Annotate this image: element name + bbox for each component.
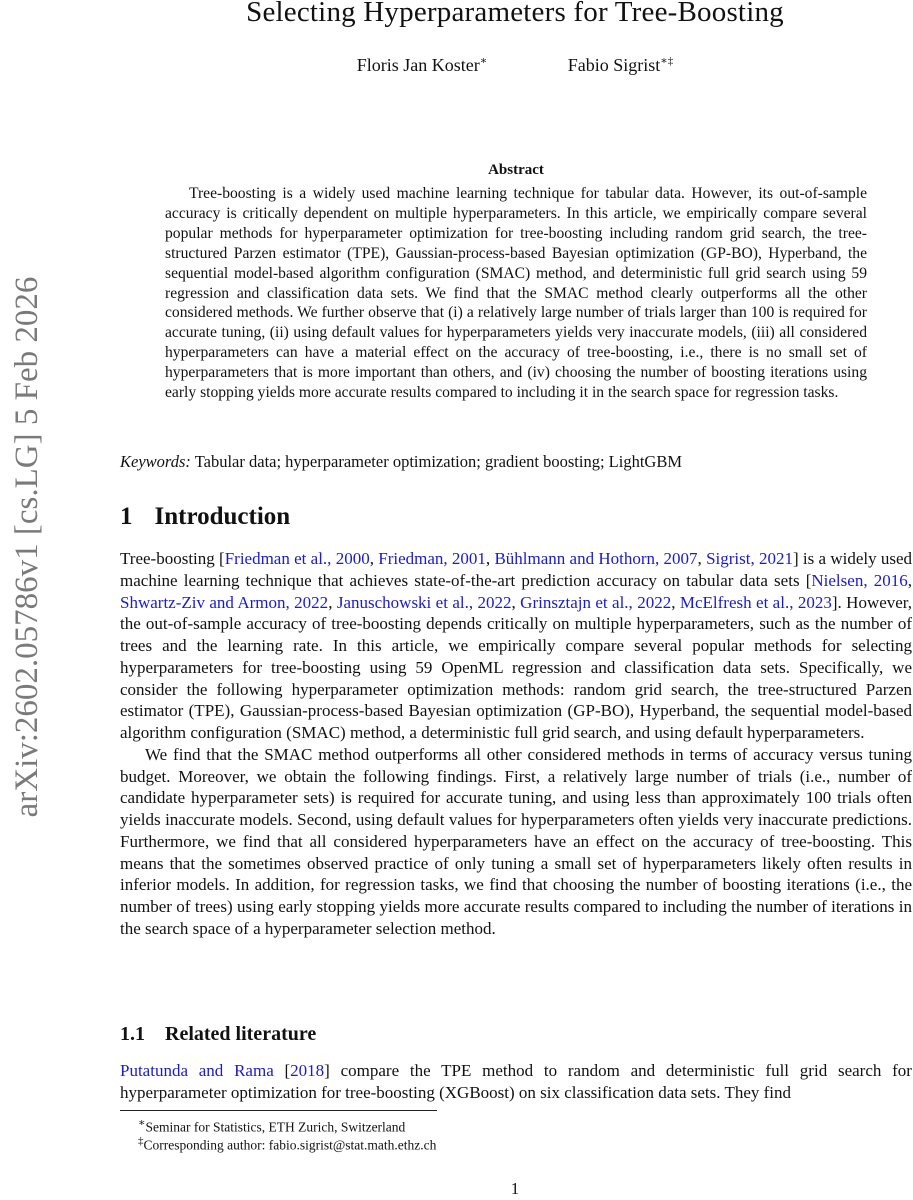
affiliation-mark: ∗‡ [660,55,674,67]
subsection-number: 1.1 [120,1023,145,1045]
citation-link[interactable]: Bühlmann and Hothorn, 2007 [494,549,698,568]
footnote-mark: ∗ [138,1117,146,1129]
text: Tree-boosting [ [120,549,225,568]
citation-link[interactable]: Januschowski et al., 2022 [336,592,512,612]
text: , [697,549,707,568]
text: ] is a widely used machine learning technique that achieves state-of-the-art prediction accuracy on tabular data sets [ [120,549,913,590]
citation-link[interactable]: Nielsen, 2016 [811,570,908,590]
section-heading-introduction [120,503,290,531]
footnote-rule [120,1110,437,1111]
citation-link[interactable]: 2018 [290,1061,325,1080]
author-name: Floris Jan Koster [356,55,480,75]
arxiv-sidebar-stamp: arXiv:2602.05786v1 [cs.LG] 5 Feb 2026 [9,276,45,818]
text: [ [273,1061,291,1080]
author [568,55,674,75]
keywords-text: Tabular data; hyperparameter optimization; gradient boosting; LightGBM [190,452,683,471]
introduction-body [120,548,912,940]
keywords-label: Keywords: [120,452,191,471]
subsection-heading-related-literature [120,1023,316,1046]
page-number: 1 [510,1179,520,1198]
footnote-mark: ‡ [138,1135,144,1147]
citation-link[interactable]: Friedman, 2001 [378,549,486,568]
citation-link[interactable]: Sigrist, 2021 [706,549,793,568]
text: ]. However, the out-of-sample accuracy of tree-boosting depends critically on multiple hyperparameters, such as the number of trees and the learning rate. In this article, we empirically compare several popular methods for selecting hyperparameters for tree-boosting using 59 OpenML regression and classification data sets. Specifically, we consider the following hyperparameter optimization methods: random grid search, the tree-structured Parzen estimator (TPE), Gaussian-process-based Bayesian optimization (GP-BO), Hyperband, the sequential model-based algorithm configuration (SMAC) method, a deterministic full grid search, and using default hyperparameters. [120,592,913,742]
paper-title: Selecting Hyperparameters for Tree-Boosting [246,0,784,28]
text: , [907,570,912,590]
section-title: Introduction [154,503,291,530]
footnote-text: Seminar for Statistics, ETH Zurich, Switzerland [145,1119,406,1135]
text: , [485,549,495,568]
section-number: 1 [120,503,133,530]
intro-paragraph-1 [120,548,912,744]
text: , [511,592,521,612]
abstract-heading: Abstract [488,162,544,178]
citation-link[interactable]: Shwartz-Ziv and Armon, 2022 [120,592,329,612]
footnote-text: Corresponding author: fabio.sigrist@stat.math.ethz.ch [143,1137,437,1153]
footnote [138,1135,436,1154]
affiliation-mark: ∗ [479,55,488,67]
text: , [671,592,680,612]
subsection-title: Related literature [165,1023,317,1045]
citation-link[interactable]: McElfresh et al., 2023 [679,592,832,612]
abstract-text: Tree-boosting is a widely used machine learning technique for tabular data. However, its out-of-sample accuracy is critically dependent on multiple hyperparameters. In this article, we empirically compare several popular methods for hyperparameter optimization for tree-boosting including random grid search, the tree-structured Parzen estimator (TPE), Gaussian-process-based Bayesian optimization (GP-BO), Hyperband, the sequential model-based algorithm configuration (SMAC) method, and deterministic full grid search using 59 regression and classification data sets. We find that the SMAC method clearly outperforms all the other considered methods. We further observe that (i) a relatively large number of trials larger than 100 is required for accurate tuning, (ii) using default values for hyperparameters yields very inaccurate models, (iii) all considered hyperparameters can have a material effect on the accuracy of tree-boosting, i.e., there is no small set of hyperparameters that is more important than others, and (iv) choosing the number of boosting iterations using early stopping yields more accurate results compared to including it in the search space for regression tasks. [165,185,867,402]
text: ] compare the TPE method to random and deterministic full grid search for hyperparameter optimization for tree-boosting (XGBoost) on six classification data sets. They find [120,1061,912,1102]
citation-link[interactable]: Grinsztajn et al., 2022 [520,592,672,612]
intro-paragraph-2: We find that the SMAC method outperforms all other considered methods in terms of accuracy versus tuning budget. Moreover, we obtain the following findings. First, a relatively large number of trials (i.e., number of candidate hyperparameter sets) is required for accurate tuning, and using less than approximately 100 trials often yields inaccurate models. Second, using default values for hyperparameters often yields very inaccurate predictions. Furthermore, we find that all considered hyperparameters have an effect on the accuracy of tree-boosting. This means that the sometimes observed practice of only tuning a small set of hyperparameters likely often results in inferior models. In addition, for regression tasks, we find that choosing the number of boosting iterations (i.e., the number of trees) using early stopping yields more accurate results compared to including the number of iterations in the search space of a hyperparameter selection method. [120,744,912,938]
text: , [369,549,379,568]
keywords [120,452,682,472]
author-name: Fabio Sigrist [567,55,661,75]
author [357,55,487,75]
footnote [138,1116,405,1136]
citation-link[interactable]: Friedman et al., 2000 [224,549,370,568]
author-list [0,54,913,76]
text: , [328,592,337,612]
related-literature-body [120,1060,912,1104]
citation-link[interactable]: Putatunda and Rama [120,1061,274,1080]
